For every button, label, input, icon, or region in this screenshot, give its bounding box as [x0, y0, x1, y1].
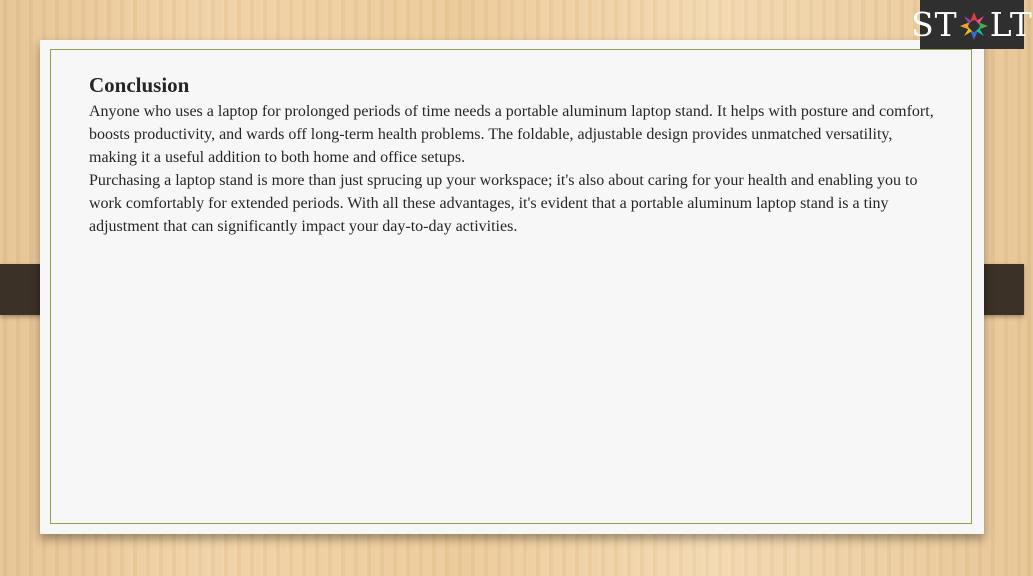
paragraph-1: Anyone who uses a laptop for prolonged periods of time needs a portable aluminum laptop stand. It helps with posture and comfort, boosts productivity, and wards off long-term health problems. The foldable, adjustable design provides unmatched versatility, making it a useful addition to both home and office setups. [89, 103, 934, 166]
paragraph-2: Purchasing a laptop stand is more than just sprucing up your workspace; it's also about caring for your health and enabling you to work comfortably for extended periods. With all these advantages, it's evident that a portable aluminum laptop stand is a tiny adjustment that can significantly impact your day-to-day activities. [89, 172, 918, 235]
slide-title: Conclusion [89, 73, 190, 97]
logo-text-start: ST [911, 5, 958, 44]
slide-content [89, 73, 939, 238]
colorful-star-mark-icon [959, 10, 989, 40]
stolt-logo [911, 0, 1033, 49]
logo-text-end: LT [989, 5, 1033, 44]
slide-card [40, 40, 984, 534]
